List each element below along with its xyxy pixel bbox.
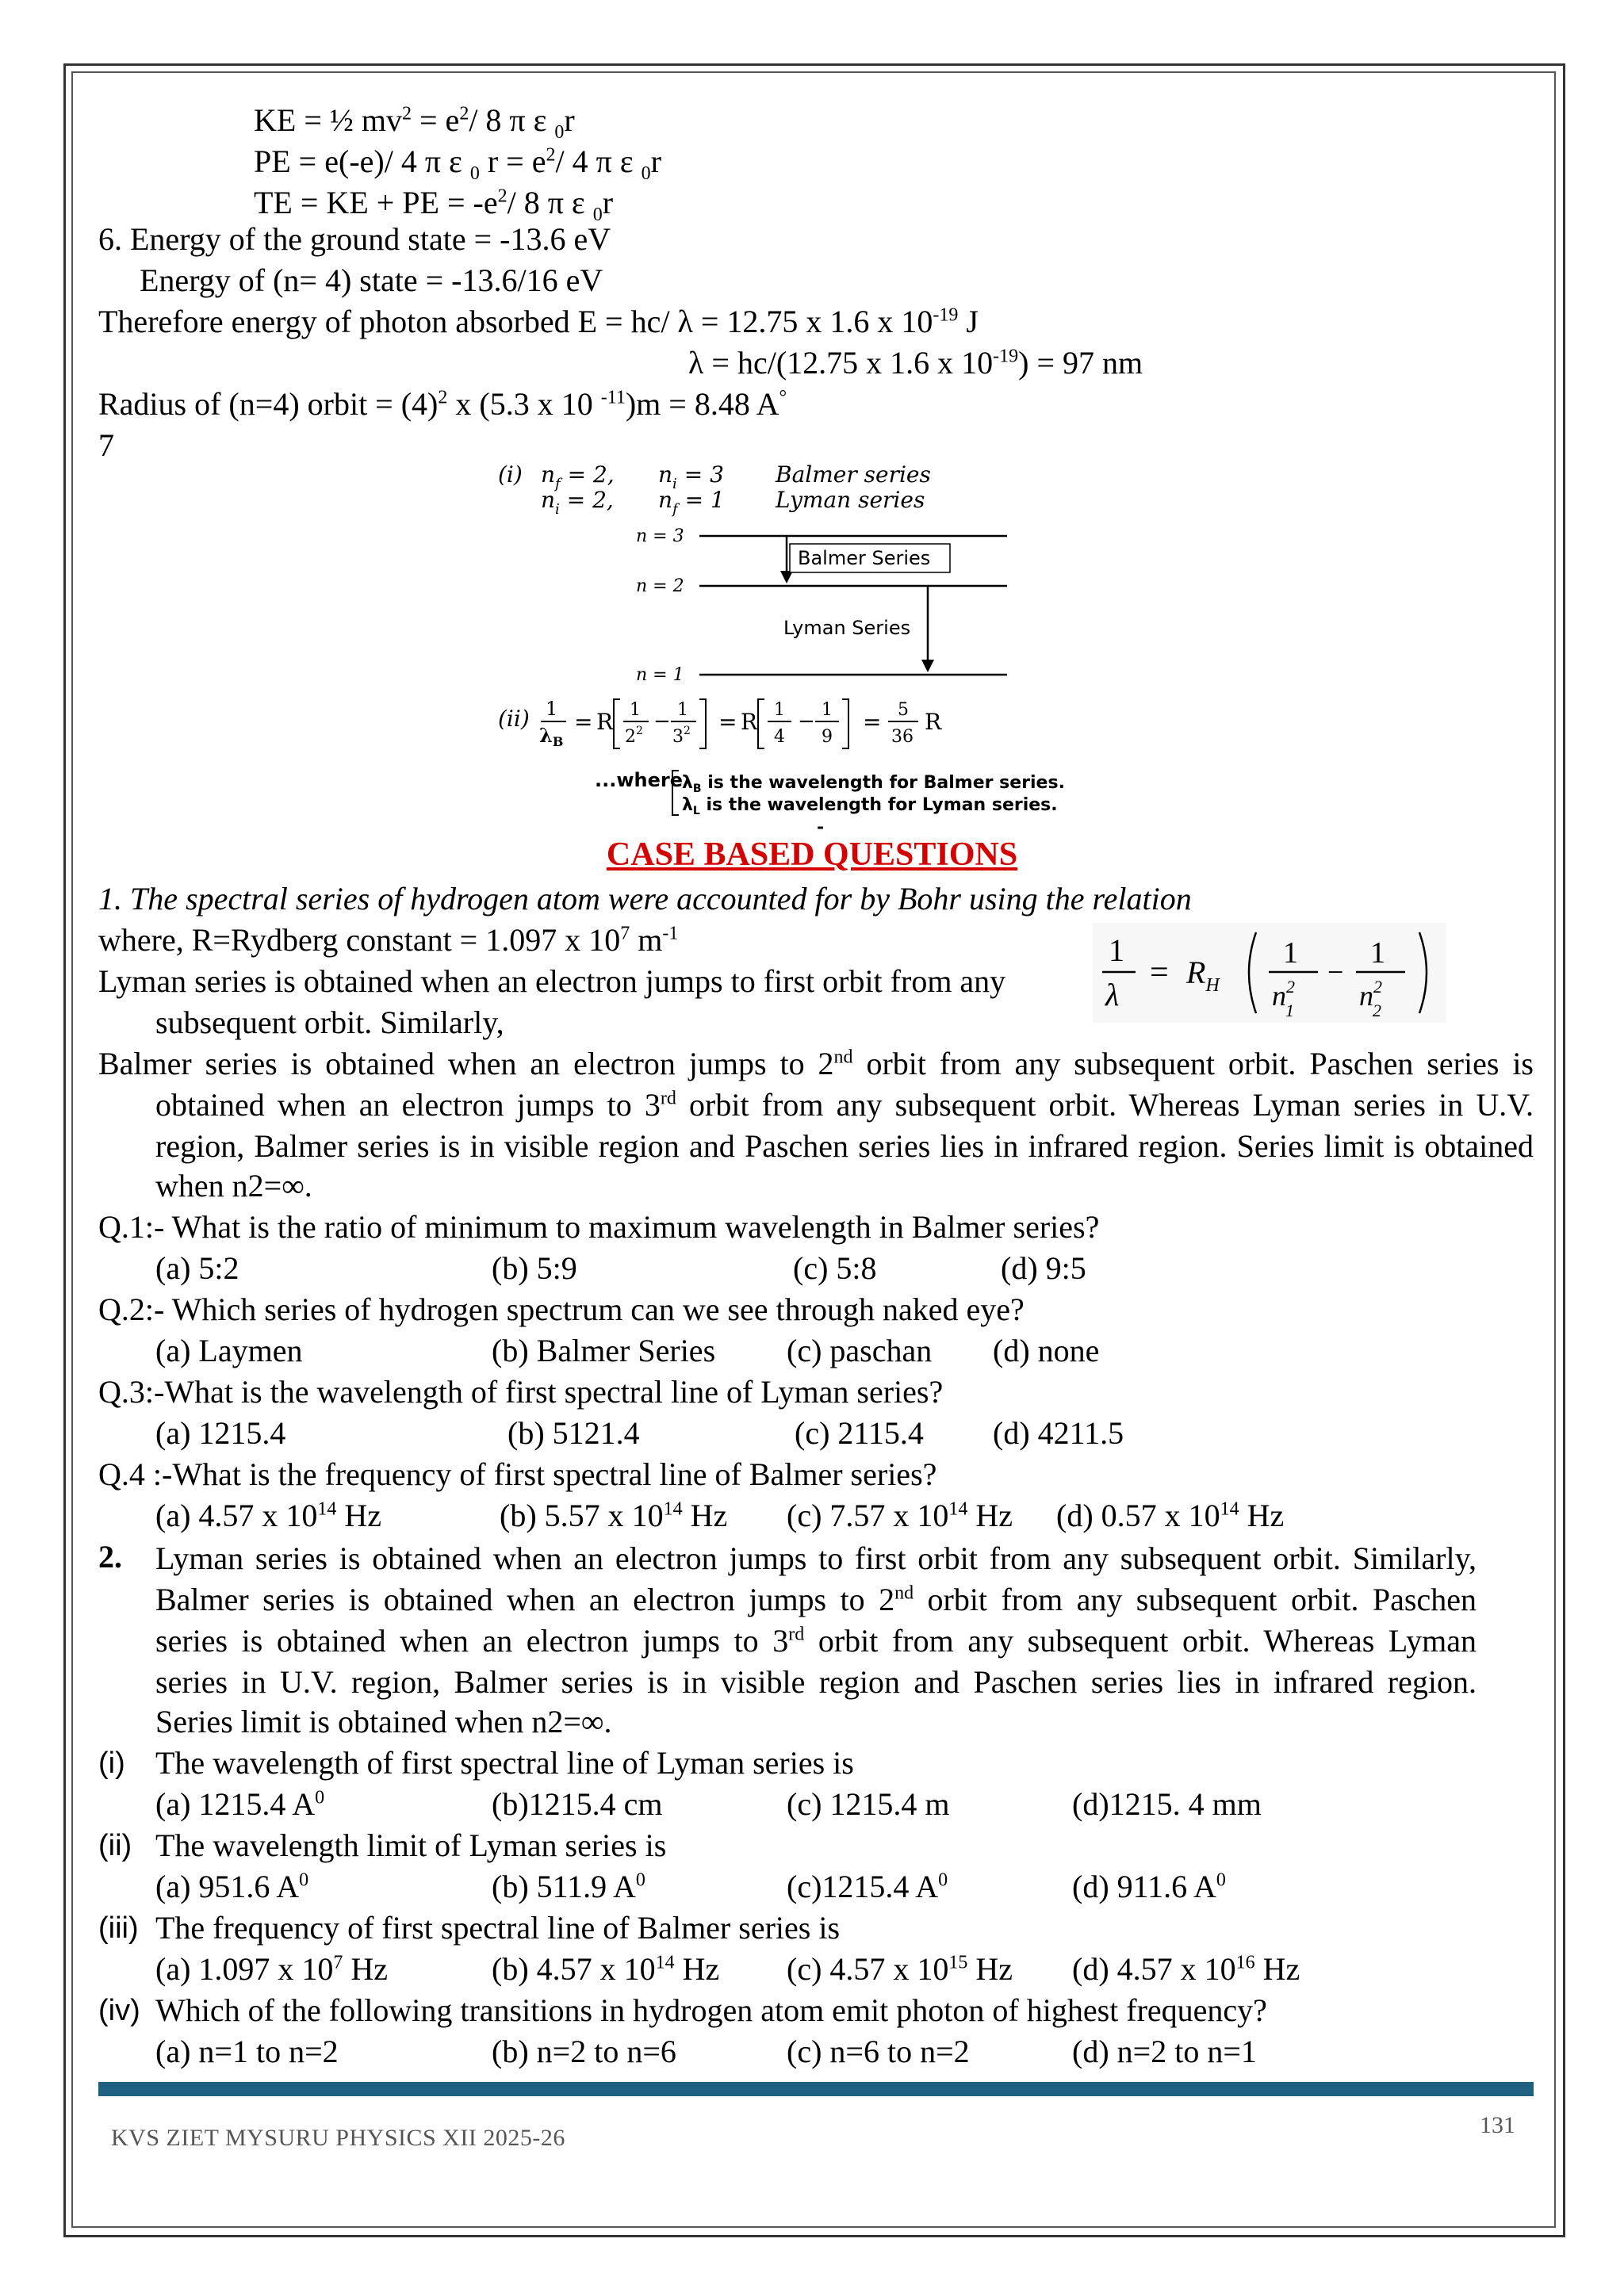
sub-iii-option-c: (c) 4.57 x $10^{15}$ Hz: [787, 1951, 1013, 1987]
wavelength-result: λ = hc/(12.75 x 1.6 x $10^{-19}) = 97$ nm: [688, 345, 1143, 381]
sub-ii-question: The wavelength limit of Lyman series is: [155, 1827, 667, 1863]
bracket-left-2: [758, 699, 764, 748]
q2-line-1-text: Lyman series is obtained when an electron jumps to first orbit from any subsequent orbit. Similarly,: [155, 1540, 1477, 1576]
q1-intro: 1. The spectral series of hydrogen atom were accounted for by Bohr using the relation: [98, 881, 1192, 916]
q2-line-5: Series limit is obtained when n2=∞.: [155, 1704, 612, 1739]
orbit-radius: Radius of (n=4) orbit = $(4)^2$ x (5.3 x 10 $^{-11}$)m = 8.48 A°: [98, 386, 787, 422]
question-2: Q.2:- Which series of hydrogen spectrum can we see through naked eye?: [98, 1292, 1025, 1327]
lyman-arrow-head: [921, 660, 934, 672]
balmer-paragraph-3: [155, 1126, 1534, 1166]
balmer-paragraph-2: [155, 1085, 1534, 1125]
diagram-balmer-series-text: Balmer series: [776, 461, 931, 488]
sub-i-number: (i): [98, 1747, 125, 1780]
q1-option-a: (a) 5:2: [155, 1250, 239, 1286]
eq-equals-1: =: [574, 709, 593, 735]
diagram-dash: -: [817, 817, 825, 832]
bracket-left-1: [614, 699, 620, 748]
level-n2-label: n = 2: [636, 576, 684, 596]
q1-option-b: (b) 5:9: [492, 1250, 577, 1286]
sub-i-option-b: (b)1215.4 cm: [492, 1786, 663, 1822]
eq-g1-den: 4: [774, 727, 785, 747]
balmer-line-d: when n2=∞.: [155, 1168, 312, 1203]
eq-label: (ii): [498, 706, 530, 732]
q1-option-d: (d) 9:5: [1001, 1250, 1086, 1286]
formula-n1: $n^2$ 1: [1272, 977, 1295, 1020]
eq-r-1: R: [596, 709, 614, 735]
footer-bar: [98, 2082, 1534, 2096]
eq-f1-num: 1: [630, 700, 641, 720]
eq-result-den: 36: [891, 727, 914, 747]
pe-equation: PE = e(-e)/ 4 π ε $_0$ $r = e^2/$ 4 π ε $_0$r: [254, 144, 661, 184]
eq-minus-2: −: [798, 710, 815, 733]
question-1: Q.1:- What is the ratio of minimum to maximum wavelength in Balmer series?: [98, 1209, 1100, 1245]
eq-equals-2: =: [718, 709, 737, 735]
energy-level-diagram: [484, 460, 1166, 832]
q2-line-1: [155, 1538, 1477, 1578]
formula-lambda: λ: [1105, 977, 1120, 1012]
ground-state-energy: 6. Energy of the ground state = -13.6 eV: [98, 221, 611, 257]
diagram-row1-label: (i): [498, 461, 523, 488]
sub-i-option-a: (a) 1215.4 $A^0$: [155, 1786, 325, 1822]
sub-ii-option-c: (c)1215.4 $A^0$: [787, 1869, 948, 1904]
balmer-line-c: region, Balmer series is in visible region and Paschen series lies in infrared region. Series limit is obtained: [155, 1128, 1534, 1164]
formula-n2: $n^2$ 2: [1359, 977, 1382, 1020]
sub-ii-option-b: (b) 511.9 $A^0$: [492, 1869, 645, 1904]
q2-option-d: (d) none: [993, 1333, 1100, 1368]
sub-iv-option-d: (d) n=2 to n=1: [1072, 2034, 1257, 2069]
q2-option-b: (b) Balmer Series: [492, 1333, 716, 1368]
sub-iii-option-b: (b) 4.57 x $10^{14}$ Hz: [492, 1951, 720, 1987]
bracket-right-1: [699, 699, 706, 748]
lyman-line-2: subsequent orbit. Similarly,: [155, 1004, 504, 1040]
sub-iv-option-a: (a) n=1 to n=2: [155, 2034, 339, 2069]
formula-minus: −: [1327, 956, 1344, 988]
eq-approx: =: [863, 709, 882, 735]
q3-option-c: (c) 2115.4: [795, 1415, 924, 1451]
level-n3-label: n = 3: [636, 526, 684, 546]
n4-state-energy: Energy of (n= 4) state = -13.6/16 eV: [140, 262, 603, 298]
sub-iv-option-b: (b) n=2 to n=6: [492, 2034, 676, 2069]
q3-option-b: (b) 5121.4: [508, 1415, 640, 1451]
q2-line-4-text: series in U.V. region, Balmer series is in visible region and Paschen series lies in infrared region.: [155, 1664, 1477, 1700]
formula-rh: $R_H$: [1186, 955, 1220, 996]
eq-g2-num: 1: [822, 700, 833, 720]
diagram-row2-a: $n_i = 2$,: [541, 487, 614, 518]
eq-r-2: R: [741, 709, 758, 735]
eq-minus-1: −: [653, 710, 671, 733]
formula-one: 1: [1109, 932, 1124, 968]
diagram-row1-b: $n_i = 3$: [658, 461, 724, 492]
q4-option-d: (d) 0.57 x $10^{14}$ Hz: [1056, 1498, 1285, 1533]
bracket-right-2: [842, 699, 848, 748]
q2-line-2-text: Balmer series is obtained when an electron jumps to 2nd orbit from any subsequent orbit. Paschen: [155, 1582, 1477, 1617]
q3-option-a: (a) 1215.4: [155, 1415, 286, 1451]
sub-ii-number: (ii): [98, 1829, 132, 1862]
q2-line-2: [155, 1579, 1477, 1620]
q4-option-b: (b) 5.57 x $10^{14}$ Hz: [500, 1498, 728, 1533]
eq-f1-den: $2^2$: [625, 725, 643, 747]
te-equation: TE = KE + PE = $-e^2/$ 8 π ε $_0$r: [254, 185, 614, 225]
answer-7-number: 7: [98, 427, 114, 463]
eq-f2-den: $3^2$: [672, 725, 691, 747]
sub-i-question: The wavelength of first spectral line of Lyman series is: [155, 1745, 854, 1781]
q1-option-c: (c) 5:8: [793, 1250, 877, 1286]
q2-number: 2.: [98, 1539, 122, 1575]
formula-num-2: 1: [1370, 936, 1385, 970]
formula-num-1: 1: [1283, 936, 1298, 970]
rydberg-formula: [1093, 923, 1446, 1023]
where-line-balmer: $\lambda_B$ is the wavelength for Balmer series.: [682, 773, 1065, 795]
q3-option-d: (d) 4211.5: [993, 1415, 1124, 1451]
rydberg-constant: where, R=Rydberg constant = 1.097 x $10^7$ $m^{-1}$: [98, 922, 679, 958]
sub-iv-option-c: (c) n=6 to n=2: [787, 2034, 970, 2069]
sub-i-option-c: (c) 1215.4 m: [787, 1786, 950, 1822]
q4-option-c: (c) 7.57 x $10^{14}$ Hz: [787, 1498, 1013, 1533]
q2-line-3: [155, 1621, 1477, 1661]
question-3: Q.3:-What is the wavelength of first spectral line of Lyman series?: [98, 1374, 944, 1410]
question-4: Q.4 :-What is the frequency of first spectral line of Balmer series?: [98, 1456, 937, 1492]
sub-iii-number: (iii): [98, 1911, 139, 1945]
case-based-title: CASE BASED QUESTIONS: [606, 836, 1018, 873]
sub-iii-option-a: (a) 1.097 x $10^7$ Hz: [155, 1951, 389, 1987]
diagram-row2-b: $n_f = 1$: [658, 487, 725, 518]
where-label: ...where: [595, 769, 683, 791]
ke-equation: KE = ½ $mv^2 = e^2/$ 8 π ε $_0$r: [254, 102, 575, 143]
sub-iv-number: (iv): [98, 1994, 140, 2027]
level-n1-label: n = 1: [636, 665, 684, 685]
formula-equals: =: [1150, 955, 1169, 991]
balmer-line-a: Balmer series is obtained when an electron jumps to 2nd orbit from any subsequent orbit. Paschen series is: [98, 1046, 1534, 1081]
sub-iii-question: The frequency of first spectral line of Balmer series is: [155, 1910, 841, 1946]
q2-line-3-text: series is obtained when an electron jumps to 3rd orbit from any subsequent orbit. Whereas Lyman: [155, 1623, 1477, 1659]
lyman-line-1: Lyman series is obtained when an electron jumps to first orbit from any: [98, 963, 1006, 999]
q4-option-a: (a) 4.57 x $10^{14}$ Hz: [155, 1498, 382, 1533]
q2-option-a: (a) Laymen: [155, 1333, 303, 1368]
lyman-label: Lyman Series: [783, 617, 911, 639]
eq-r-3: R: [925, 709, 942, 735]
eq-lambda-b: $\lambda_B$: [539, 724, 564, 749]
sub-ii-option-d: (d) 911.6 $A^0$: [1072, 1869, 1226, 1904]
q2-option-c: (c) paschan: [787, 1333, 933, 1368]
footer-text: KVS ZIET MYSURU PHYSICS XII 2025-26: [111, 2125, 565, 2151]
eq-g2-den: 9: [822, 727, 833, 747]
sub-i-option-d: (d)1215. 4 mm: [1072, 1786, 1262, 1822]
eq-one: 1: [546, 698, 558, 720]
sub-iv-question: Which of the following transitions in hydrogen atom emit photon of highest frequency?: [155, 1992, 1267, 2028]
photon-energy: Therefore energy of photon absorbed E = hc/ λ = 12.75 x 1.6 x $10^{-19}$ J: [98, 304, 979, 339]
balmer-paragraph: [98, 1043, 1534, 1084]
eq-f2-num: 1: [677, 700, 688, 720]
q2-line-4: [155, 1662, 1477, 1702]
diagram-row1-a: $n_f = 2$,: [541, 461, 615, 492]
sub-ii-option-a: (a) 951.6 $A^0$: [155, 1869, 309, 1904]
eq-result-num: 5: [898, 700, 909, 720]
sub-iii-option-d: (d) 4.57 x $10^{16}$ Hz: [1072, 1951, 1300, 1987]
diagram-lyman-series-text: Lyman series: [776, 487, 925, 513]
eq-g1-num: 1: [774, 700, 785, 720]
where-line-lyman: $\lambda_L$ is the wavelength for Lyman series.: [682, 795, 1058, 817]
balmer-label: Balmer Series: [798, 547, 931, 569]
balmer-line-b: obtained when an electron jumps to 3rd orbit from any subsequent orbit. Whereas Lyman series in U.V.: [155, 1087, 1534, 1123]
page-number: 131: [1480, 2112, 1515, 2138]
